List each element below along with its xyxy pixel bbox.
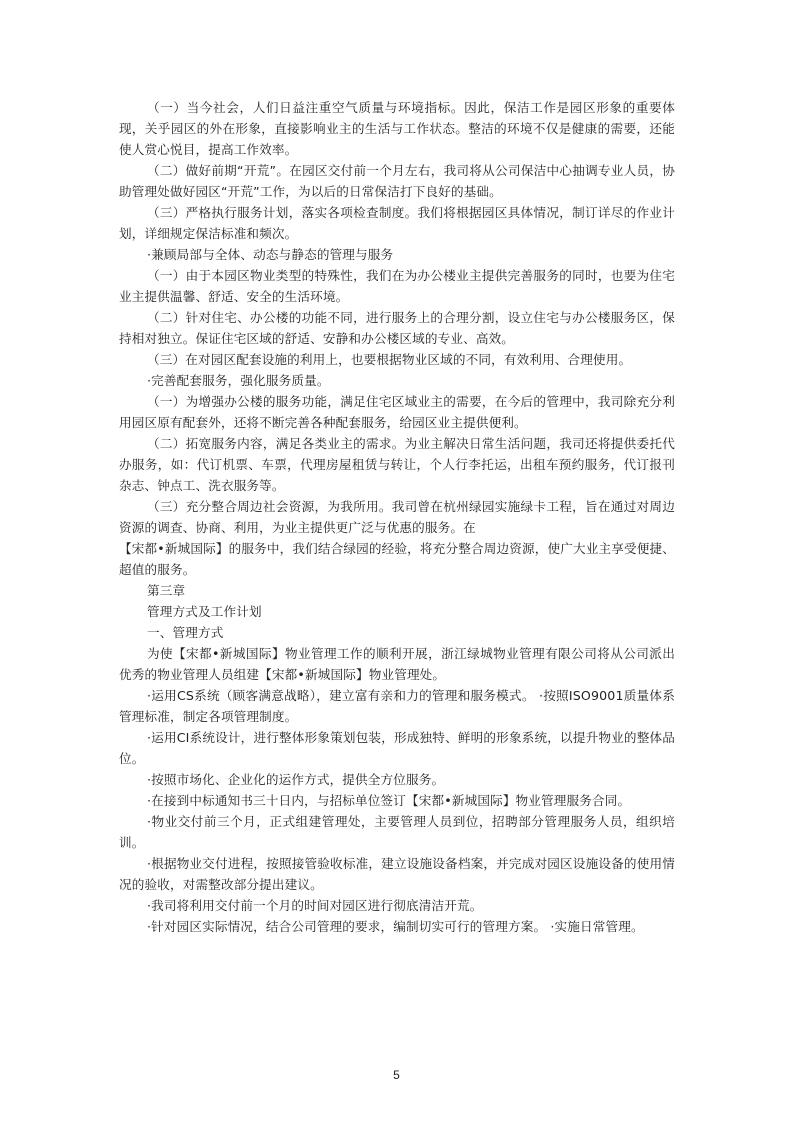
paragraph-songdu-services: 【宋都•新城国际】的服务中，我们结合绿园的经验，将充分整合周边资源，使广大业主享受便捷、超值的服务。	[119, 541, 675, 577]
bullet-acceptance-check: ·根据物业交付进程，按照接管验收标准，建立设施设备档案，并完成对园区设施设备的使用情况的验收，对需整改部分提出建议。	[119, 856, 675, 892]
paragraph-office-services: （一）为增强办公楼的服务功能，满足住宅区域业主的需要，在今后的管理中，我司除充分利用园区原有配套外，还将不断完善各种配套服务，给园区业主提供便利。	[119, 394, 675, 430]
bullet-ci-system: ·运用CI系统设计，进行整体形象策划包装，形成独特、鲜明的形象系统，以提升物业的整体品位。	[119, 730, 675, 766]
bullet-cleaning-preparation: ·我司将利用交付前一个月的时间对园区进行彻底清洁开荒。	[147, 898, 483, 913]
paragraph-pre-delivery-cleaning: （二）做好前期“开荒”。在园区交付前一个月左右，我司将从公司保洁中心抽调专业人员，协助管理处做好园区“开荒”工作，为以后的日常保洁打下良好的基础。	[119, 163, 675, 199]
bullet-market-operation: ·按照市场化、企业化的运作方式，提供全方位服务。	[147, 772, 445, 787]
paragraph-property-types: （一）由于本园区物业类型的特殊性，我们在为办公楼业主提供完善服务的同时，也要为住宅业主提供温馨、舒适、安全的生活环境。	[119, 268, 675, 304]
bullet-heading-local-global: ·兼顾局部与全体、动态与静态的管理与服务	[147, 247, 394, 262]
paragraph-extended-services: （二）拓宽服务内容，满足各类业主的需求。为业主解决日常生活问题，我司还将提供委托代办服务，如：代订机票、车票，代理房屋租赁与转让，个人行李托运，出租车预约服务，代订报刊杂志、钟点工、洗衣服务等。	[119, 436, 675, 493]
paragraph-facility-usage: （三）在对园区配套设施的利用上，也要根据物业区域的不同，有效利用、合理使用。	[147, 352, 632, 367]
chapter-number: 第三章	[147, 583, 186, 598]
paragraph-management-office: 为使【宋都•新城国际】物业管理工作的顺利开展，浙江绿城物业管理有限公司将从公司派出优秀的物业管理人员组建【宋都•新城国际】物业管理处。	[119, 646, 675, 682]
page-number: 5	[393, 1068, 400, 1082]
bullet-management-plan: ·针对园区实际情况，结合公司管理的要求，编制切实可行的管理方案。 ·实施日常管理。	[147, 919, 644, 934]
section-heading: 一、管理方式	[147, 625, 224, 640]
document-body	[119, 97, 675, 937]
paragraph-cleaning-importance: （一）当今社会，人们日益注重空气质量与环境指标。因此，保洁工作是园区形象的重要体现，关乎园区的外在形象，直接影响业主的生活与工作状态。整洁的环境不仅是健康的需要，还能使人赏心悦目，提高工作效率。	[119, 100, 675, 157]
bullet-office-setup: ·物业交付前三个月，正式组建管理处，主要管理人员到位，招聘部分管理服务人员，组织培训。	[119, 814, 675, 850]
paragraph-service-plan: （三）严格执行服务计划，落实各项检查制度。我们将根据园区具体情况，制订详尽的作业计划，详细规定保洁标准和频次。	[119, 205, 675, 241]
paragraph-service-division: （二）针对住宅、办公楼的功能不同，进行服务上的合理分割，设立住宅与办公楼服务区，保持相对独立。保证住宅区域的舒适、安静和办公楼区域的专业、高效。	[119, 310, 675, 346]
bullet-contract-signing: ·在接到中标通知书三十日内，与招标单位签订【宋都•新城国际】物业管理服务合同。	[147, 793, 631, 808]
chapter-title: 管理方式及工作计划	[147, 604, 262, 619]
bullet-cs-system: ·运用CS系统（顾客满意战略），建立富有亲和力的管理和服务模式。 ·按照ISO9001质量体系管理标准，制定各项管理制度。	[119, 688, 675, 724]
bullet-heading-supporting-services: ·完善配套服务，强化服务质量。	[147, 373, 330, 388]
paragraph-social-resources: （三）充分整合周边社会资源，为我所用。我司曾在杭州绿园实施绿卡工程，旨在通过对周边资源的调查、协商、利用，为业主提供更广泛与优惠的服务。在	[119, 499, 675, 535]
